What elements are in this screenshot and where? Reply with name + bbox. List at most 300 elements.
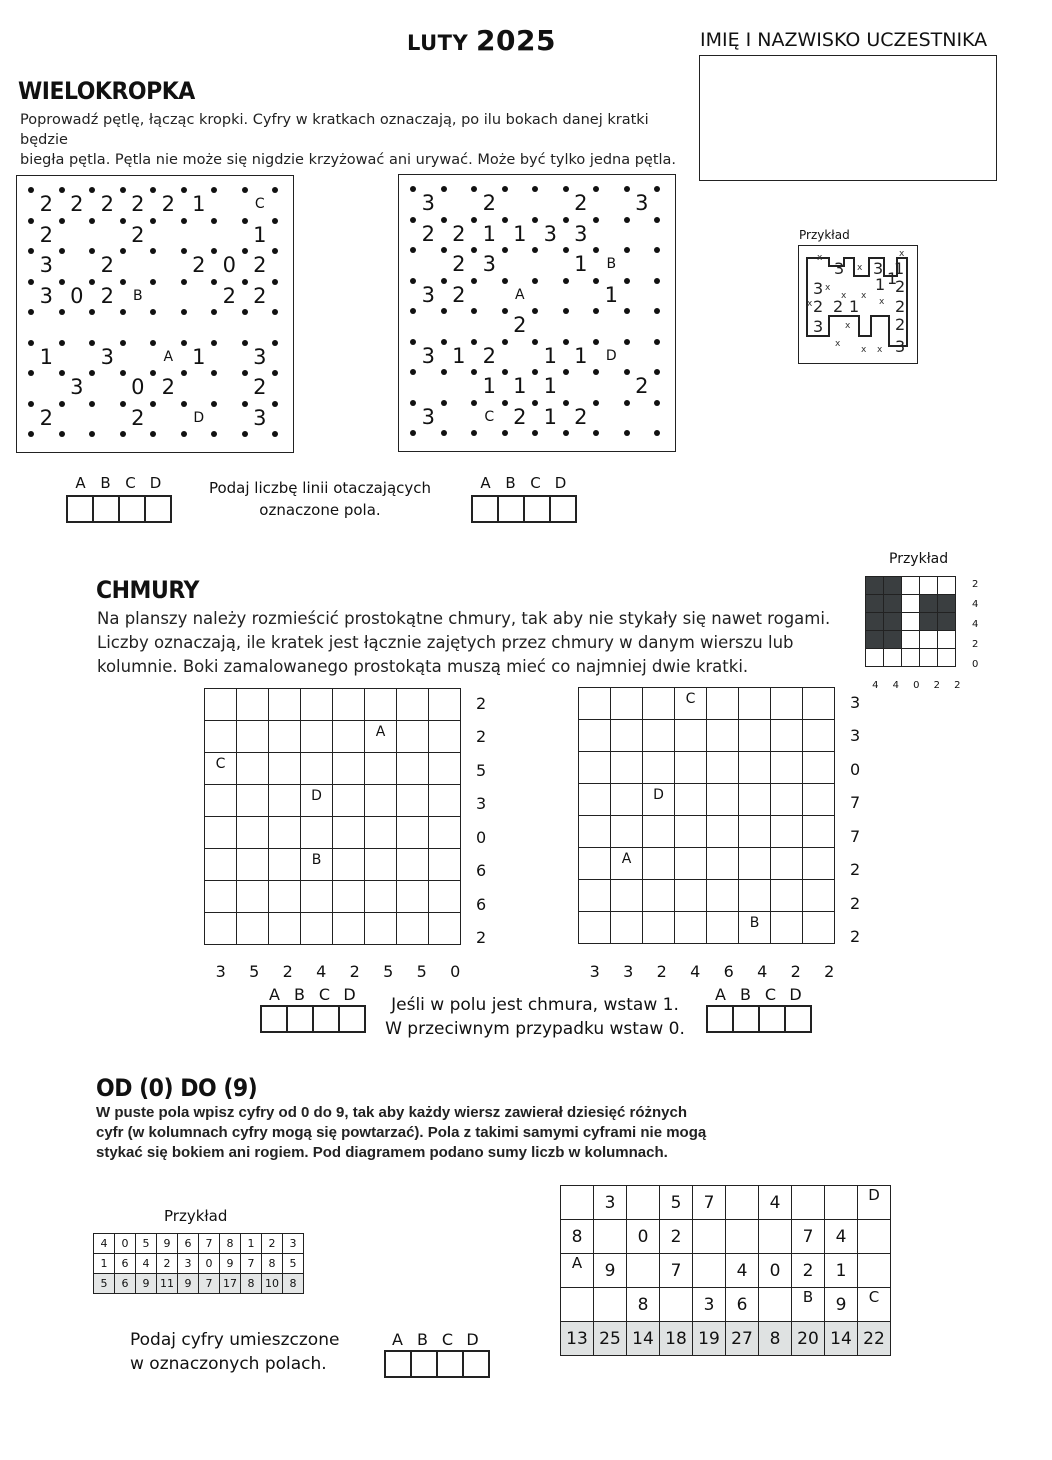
grid-dot[interactable] [120, 309, 126, 315]
wk-answer-boxes-1[interactable] [68, 495, 172, 523]
od-answer-b[interactable] [410, 1350, 438, 1378]
grid-dot[interactable] [28, 279, 34, 285]
grid-dot[interactable] [211, 401, 217, 407]
grid-cell[interactable] [429, 785, 461, 817]
grid-dot[interactable] [150, 187, 156, 193]
wk1-answer-c[interactable] [118, 495, 146, 523]
grid-dot[interactable] [28, 370, 34, 376]
grid-cell[interactable] [579, 848, 611, 880]
grid-dot[interactable] [410, 247, 416, 253]
digit-cell[interactable] [759, 1288, 792, 1322]
grid-dot[interactable] [89, 370, 95, 376]
grid-dot[interactable] [59, 431, 65, 437]
grid-dot[interactable] [624, 430, 630, 436]
grid-cell[interactable] [429, 913, 461, 945]
grid-dot[interactable] [563, 186, 569, 192]
digit-cell[interactable]: 8 [561, 1220, 594, 1254]
grid-cell[interactable] [365, 913, 397, 945]
grid-dot[interactable] [211, 370, 217, 376]
grid-cell[interactable] [301, 721, 333, 753]
grid-dot[interactable] [502, 430, 508, 436]
grid-dot[interactable] [410, 308, 416, 314]
grid-cell[interactable] [739, 848, 771, 880]
grid-dot[interactable] [624, 308, 630, 314]
grid-cell[interactable] [938, 649, 956, 667]
grid-cell[interactable] [771, 752, 803, 784]
grid-cell[interactable] [675, 912, 707, 944]
grid-dot[interactable] [593, 247, 599, 253]
grid-dot[interactable] [150, 340, 156, 346]
grid-cell[interactable] [866, 577, 884, 595]
grid-dot[interactable] [181, 309, 187, 315]
ch2-answer-c[interactable] [758, 1005, 786, 1033]
grid-dot[interactable] [502, 247, 508, 253]
grid-cell[interactable] [803, 880, 835, 912]
grid-dot[interactable] [28, 218, 34, 224]
grid-cell[interactable] [611, 784, 643, 816]
grid-cell[interactable] [611, 816, 643, 848]
grid-cell[interactable] [739, 720, 771, 752]
grid-cell[interactable] [866, 649, 884, 667]
grid-cell[interactable] [269, 913, 301, 945]
grid-dot[interactable] [563, 217, 569, 223]
grid-cell[interactable] [884, 613, 902, 631]
grid-cell[interactable] [938, 577, 956, 595]
grid-dot[interactable] [441, 278, 447, 284]
grid-cell[interactable] [205, 721, 237, 753]
grid-dot[interactable] [593, 278, 599, 284]
od-answer-a[interactable] [384, 1350, 412, 1378]
grid-cell[interactable] [301, 689, 333, 721]
digit-cell[interactable]: 0 [627, 1220, 660, 1254]
grid-cell[interactable] [611, 752, 643, 784]
grid-dot[interactable] [211, 248, 217, 254]
grid-dot[interactable] [654, 308, 660, 314]
grid-cell[interactable] [938, 595, 956, 613]
grid-dot[interactable] [59, 309, 65, 315]
grid-dot[interactable] [502, 369, 508, 375]
grid-dot[interactable] [532, 278, 538, 284]
grid-dot[interactable] [89, 431, 95, 437]
grid-dot[interactable] [410, 400, 416, 406]
grid-dot[interactable] [471, 339, 477, 345]
grid-cell[interactable] [771, 784, 803, 816]
digit-cell[interactable] [792, 1186, 825, 1220]
grid-dot[interactable] [532, 369, 538, 375]
grid-dot[interactable] [272, 279, 278, 285]
grid-cell[interactable] [803, 784, 835, 816]
grid-dot[interactable] [242, 401, 248, 407]
grid-cell[interactable] [675, 688, 707, 720]
grid-dot[interactable] [410, 278, 416, 284]
grid-cell[interactable] [920, 649, 938, 667]
grid-cell[interactable] [333, 913, 365, 945]
grid-dot[interactable] [563, 400, 569, 406]
grid-cell[interactable] [301, 849, 333, 881]
grid-dot[interactable] [502, 217, 508, 223]
grid-cell[interactable] [237, 849, 269, 881]
grid-dot[interactable] [59, 401, 65, 407]
digit-cell[interactable]: 8 [627, 1288, 660, 1322]
grid-cell[interactable] [675, 784, 707, 816]
grid-cell[interactable] [675, 752, 707, 784]
grid-cell[interactable] [237, 881, 269, 913]
od-answer-d[interactable] [462, 1350, 490, 1378]
grid-cell[interactable] [397, 849, 429, 881]
grid-cell[interactable] [902, 631, 920, 649]
grid-cell[interactable] [429, 849, 461, 881]
wk1-answer-b[interactable] [92, 495, 120, 523]
grid-dot[interactable] [181, 401, 187, 407]
grid-cell[interactable] [611, 720, 643, 752]
grid-dot[interactable] [28, 340, 34, 346]
grid-dot[interactable] [150, 309, 156, 315]
grid-cell[interactable] [205, 881, 237, 913]
grid-dot[interactable] [211, 309, 217, 315]
grid-dot[interactable] [471, 369, 477, 375]
grid-dot[interactable] [410, 217, 416, 223]
digit-cell[interactable] [858, 1220, 891, 1254]
grid-dot[interactable] [150, 279, 156, 285]
grid-dot[interactable] [150, 218, 156, 224]
digit-cell[interactable]: 9 [825, 1288, 858, 1322]
grid-dot[interactable] [532, 339, 538, 345]
grid-dot[interactable] [181, 279, 187, 285]
grid-dot[interactable] [59, 340, 65, 346]
grid-cell[interactable] [333, 817, 365, 849]
grid-cell[interactable] [365, 689, 397, 721]
grid-dot[interactable] [181, 340, 187, 346]
grid-cell[interactable] [429, 817, 461, 849]
grid-cell[interactable] [301, 785, 333, 817]
digit-cell[interactable]: 2 [660, 1220, 693, 1254]
grid-cell[interactable] [333, 785, 365, 817]
grid-cell[interactable] [429, 753, 461, 785]
grid-dot[interactable] [211, 279, 217, 285]
grid-cell[interactable] [803, 912, 835, 944]
grid-cell[interactable] [397, 913, 429, 945]
grid-dot[interactable] [272, 309, 278, 315]
grid-cell[interactable] [739, 816, 771, 848]
grid-cell[interactable] [902, 649, 920, 667]
grid-cell[interactable] [902, 613, 920, 631]
grid-dot[interactable] [181, 431, 187, 437]
grid-dot[interactable] [441, 400, 447, 406]
grid-cell[interactable] [205, 913, 237, 945]
digit-cell[interactable]: 3 [693, 1288, 726, 1322]
grid-dot[interactable] [211, 431, 217, 437]
grid-dot[interactable] [28, 431, 34, 437]
grid-cell[interactable] [866, 631, 884, 649]
grid-dot[interactable] [89, 218, 95, 224]
wk2-answer-c[interactable] [523, 495, 551, 523]
grid-dot[interactable] [181, 218, 187, 224]
grid-dot[interactable] [28, 401, 34, 407]
grid-dot[interactable] [120, 431, 126, 437]
grid-dot[interactable] [441, 339, 447, 345]
grid-cell[interactable] [205, 817, 237, 849]
digit-cell[interactable]: 3 [594, 1186, 627, 1220]
grid-cell[interactable] [429, 689, 461, 721]
grid-cell[interactable] [301, 817, 333, 849]
grid-dot[interactable] [89, 248, 95, 254]
digit-cell[interactable]: 1 [825, 1254, 858, 1288]
grid-cell[interactable] [803, 848, 835, 880]
grid-cell[interactable] [920, 595, 938, 613]
grid-dot[interactable] [502, 278, 508, 284]
grid-dot[interactable] [441, 186, 447, 192]
grid-dot[interactable] [181, 248, 187, 254]
grid-dot[interactable] [59, 279, 65, 285]
digit-cell[interactable]: 4 [825, 1220, 858, 1254]
digit-cell[interactable] [627, 1186, 660, 1220]
grid-cell[interactable] [920, 631, 938, 649]
wk2-answer-d[interactable] [549, 495, 577, 523]
grid-dot[interactable] [242, 248, 248, 254]
digit-cell[interactable] [726, 1220, 759, 1254]
grid-cell[interactable] [643, 752, 675, 784]
grid-dot[interactable] [654, 369, 660, 375]
grid-cell[interactable] [365, 753, 397, 785]
grid-dot[interactable] [28, 187, 34, 193]
grid-dot[interactable] [242, 309, 248, 315]
grid-dot[interactable] [654, 186, 660, 192]
grid-dot[interactable] [471, 308, 477, 314]
grid-cell[interactable] [884, 631, 902, 649]
grid-cell[interactable] [269, 689, 301, 721]
ch1-answer-d[interactable] [338, 1005, 366, 1033]
grid-cell[interactable] [707, 784, 739, 816]
grid-cell[interactable] [884, 577, 902, 595]
grid-cell[interactable] [707, 720, 739, 752]
digit-cell[interactable] [759, 1220, 792, 1254]
grid-cell[interactable] [269, 849, 301, 881]
grid-dot[interactable] [120, 279, 126, 285]
grid-cell[interactable] [301, 881, 333, 913]
marked-cell[interactable]: C [858, 1288, 891, 1322]
grid-dot[interactable] [150, 431, 156, 437]
grid-dot[interactable] [272, 248, 278, 254]
grid-cell[interactable] [365, 721, 397, 753]
grid-dot[interactable] [272, 340, 278, 346]
grid-dot[interactable] [242, 340, 248, 346]
grid-cell[interactable] [938, 631, 956, 649]
grid-cell[interactable] [205, 785, 237, 817]
grid-cell[interactable] [902, 577, 920, 595]
grid-cell[interactable] [675, 880, 707, 912]
grid-dot[interactable] [59, 218, 65, 224]
grid-dot[interactable] [89, 187, 95, 193]
grid-dot[interactable] [654, 430, 660, 436]
grid-dot[interactable] [211, 218, 217, 224]
grid-cell[interactable] [333, 753, 365, 785]
grid-cell[interactable] [771, 848, 803, 880]
grid-dot[interactable] [471, 430, 477, 436]
grid-cell[interactable] [866, 613, 884, 631]
grid-dot[interactable] [563, 278, 569, 284]
grid-cell[interactable] [237, 913, 269, 945]
grid-cell[interactable] [803, 752, 835, 784]
wk1-answer-d[interactable] [144, 495, 172, 523]
grid-cell[interactable] [397, 753, 429, 785]
grid-cell[interactable] [301, 753, 333, 785]
digit-cell[interactable] [693, 1254, 726, 1288]
grid-cell[interactable] [365, 817, 397, 849]
grid-dot[interactable] [532, 308, 538, 314]
grid-cell[interactable] [397, 785, 429, 817]
grid-cell[interactable] [237, 753, 269, 785]
grid-cell[interactable] [739, 880, 771, 912]
grid-cell[interactable] [902, 595, 920, 613]
grid-dot[interactable] [410, 369, 416, 375]
marked-cell[interactable]: D [858, 1186, 891, 1220]
grid-cell[interactable] [920, 577, 938, 595]
grid-cell[interactable] [269, 817, 301, 849]
grid-cell[interactable] [771, 720, 803, 752]
grid-cell[interactable] [771, 880, 803, 912]
digit-cell[interactable] [726, 1186, 759, 1220]
grid-cell[interactable] [365, 881, 397, 913]
grid-cell[interactable] [579, 816, 611, 848]
grid-cell[interactable] [237, 721, 269, 753]
grid-dot[interactable] [120, 340, 126, 346]
grid-dot[interactable] [410, 339, 416, 345]
ch-answer-boxes-1[interactable] [262, 1005, 366, 1033]
digit-cell[interactable] [561, 1288, 594, 1322]
grid-cell[interactable] [365, 849, 397, 881]
grid-dot[interactable] [59, 248, 65, 254]
grid-dot[interactable] [563, 430, 569, 436]
grid-dot[interactable] [593, 217, 599, 223]
grid-dot[interactable] [654, 339, 660, 345]
digit-cell[interactable] [561, 1186, 594, 1220]
grid-dot[interactable] [471, 278, 477, 284]
grid-dot[interactable] [150, 370, 156, 376]
ch1-answer-c[interactable] [312, 1005, 340, 1033]
grid-dot[interactable] [624, 339, 630, 345]
grid-dot[interactable] [410, 186, 416, 192]
grid-dot[interactable] [272, 401, 278, 407]
grid-cell[interactable] [803, 720, 835, 752]
digit-cell[interactable]: 0 [759, 1254, 792, 1288]
ch-answer-boxes-2[interactable] [708, 1005, 812, 1033]
digit-cell[interactable]: 7 [792, 1220, 825, 1254]
grid-cell[interactable] [397, 721, 429, 753]
grid-dot[interactable] [532, 217, 538, 223]
grid-dot[interactable] [563, 369, 569, 375]
digit-cell[interactable] [693, 1220, 726, 1254]
wk-answer-boxes-2[interactable] [473, 495, 577, 523]
grid-cell[interactable] [333, 689, 365, 721]
grid-dot[interactable] [654, 217, 660, 223]
grid-dot[interactable] [654, 278, 660, 284]
grid-cell[interactable] [579, 720, 611, 752]
grid-dot[interactable] [89, 279, 95, 285]
grid-dot[interactable] [59, 187, 65, 193]
wk2-answer-b[interactable] [497, 495, 525, 523]
marked-cell[interactable]: B [792, 1288, 825, 1322]
grid-dot[interactable] [120, 401, 126, 407]
grid-dot[interactable] [242, 218, 248, 224]
grid-dot[interactable] [120, 370, 126, 376]
grid-cell[interactable] [643, 816, 675, 848]
grid-dot[interactable] [59, 370, 65, 376]
grid-cell[interactable] [237, 817, 269, 849]
grid-dot[interactable] [593, 339, 599, 345]
ch1-answer-b[interactable] [286, 1005, 314, 1033]
grid-cell[interactable] [397, 817, 429, 849]
grid-cell[interactable] [884, 649, 902, 667]
grid-dot[interactable] [181, 187, 187, 193]
grid-dot[interactable] [181, 370, 187, 376]
grid-dot[interactable] [532, 400, 538, 406]
grid-dot[interactable] [242, 279, 248, 285]
grid-cell[interactable] [205, 753, 237, 785]
grid-dot[interactable] [120, 218, 126, 224]
grid-cell[interactable] [579, 912, 611, 944]
grid-cell[interactable] [365, 785, 397, 817]
grid-cell[interactable] [643, 720, 675, 752]
grid-cell[interactable] [269, 881, 301, 913]
grid-dot[interactable] [242, 370, 248, 376]
grid-cell[interactable] [803, 816, 835, 848]
grid-dot[interactable] [654, 247, 660, 253]
digit-cell[interactable] [627, 1254, 660, 1288]
grid-dot[interactable] [242, 431, 248, 437]
digit-cell[interactable]: 6 [726, 1288, 759, 1322]
grid-dot[interactable] [624, 400, 630, 406]
digit-cell[interactable]: 5 [660, 1186, 693, 1220]
grid-cell[interactable] [707, 880, 739, 912]
grid-cell[interactable] [579, 784, 611, 816]
wk1-answer-a[interactable] [66, 495, 94, 523]
digit-cell[interactable] [660, 1288, 693, 1322]
grid-dot[interactable] [624, 369, 630, 375]
ch1-answer-a[interactable] [260, 1005, 288, 1033]
grid-cell[interactable] [333, 721, 365, 753]
ch2-answer-b[interactable] [732, 1005, 760, 1033]
digit-cell[interactable]: 9 [594, 1254, 627, 1288]
digit-cell[interactable]: 4 [726, 1254, 759, 1288]
grid-dot[interactable] [471, 400, 477, 406]
grid-cell[interactable] [675, 848, 707, 880]
grid-dot[interactable] [89, 309, 95, 315]
digit-cell[interactable]: 7 [693, 1186, 726, 1220]
grid-cell[interactable] [397, 881, 429, 913]
grid-dot[interactable] [272, 431, 278, 437]
grid-cell[interactable] [643, 784, 675, 816]
grid-dot[interactable] [211, 187, 217, 193]
grid-dot[interactable] [624, 217, 630, 223]
grid-cell[interactable] [803, 688, 835, 720]
grid-dot[interactable] [563, 308, 569, 314]
grid-cell[interactable] [579, 880, 611, 912]
grid-cell[interactable] [579, 688, 611, 720]
grid-dot[interactable] [211, 340, 217, 346]
grid-dot[interactable] [441, 217, 447, 223]
grid-cell[interactable] [205, 689, 237, 721]
grid-cell[interactable] [301, 913, 333, 945]
grid-cell[interactable] [771, 912, 803, 944]
grid-dot[interactable] [593, 400, 599, 406]
grid-cell[interactable] [884, 595, 902, 613]
grid-dot[interactable] [532, 186, 538, 192]
grid-dot[interactable] [150, 401, 156, 407]
grid-dot[interactable] [502, 186, 508, 192]
grid-cell[interactable] [938, 613, 956, 631]
grid-cell[interactable] [707, 912, 739, 944]
digit-cell[interactable] [858, 1254, 891, 1288]
